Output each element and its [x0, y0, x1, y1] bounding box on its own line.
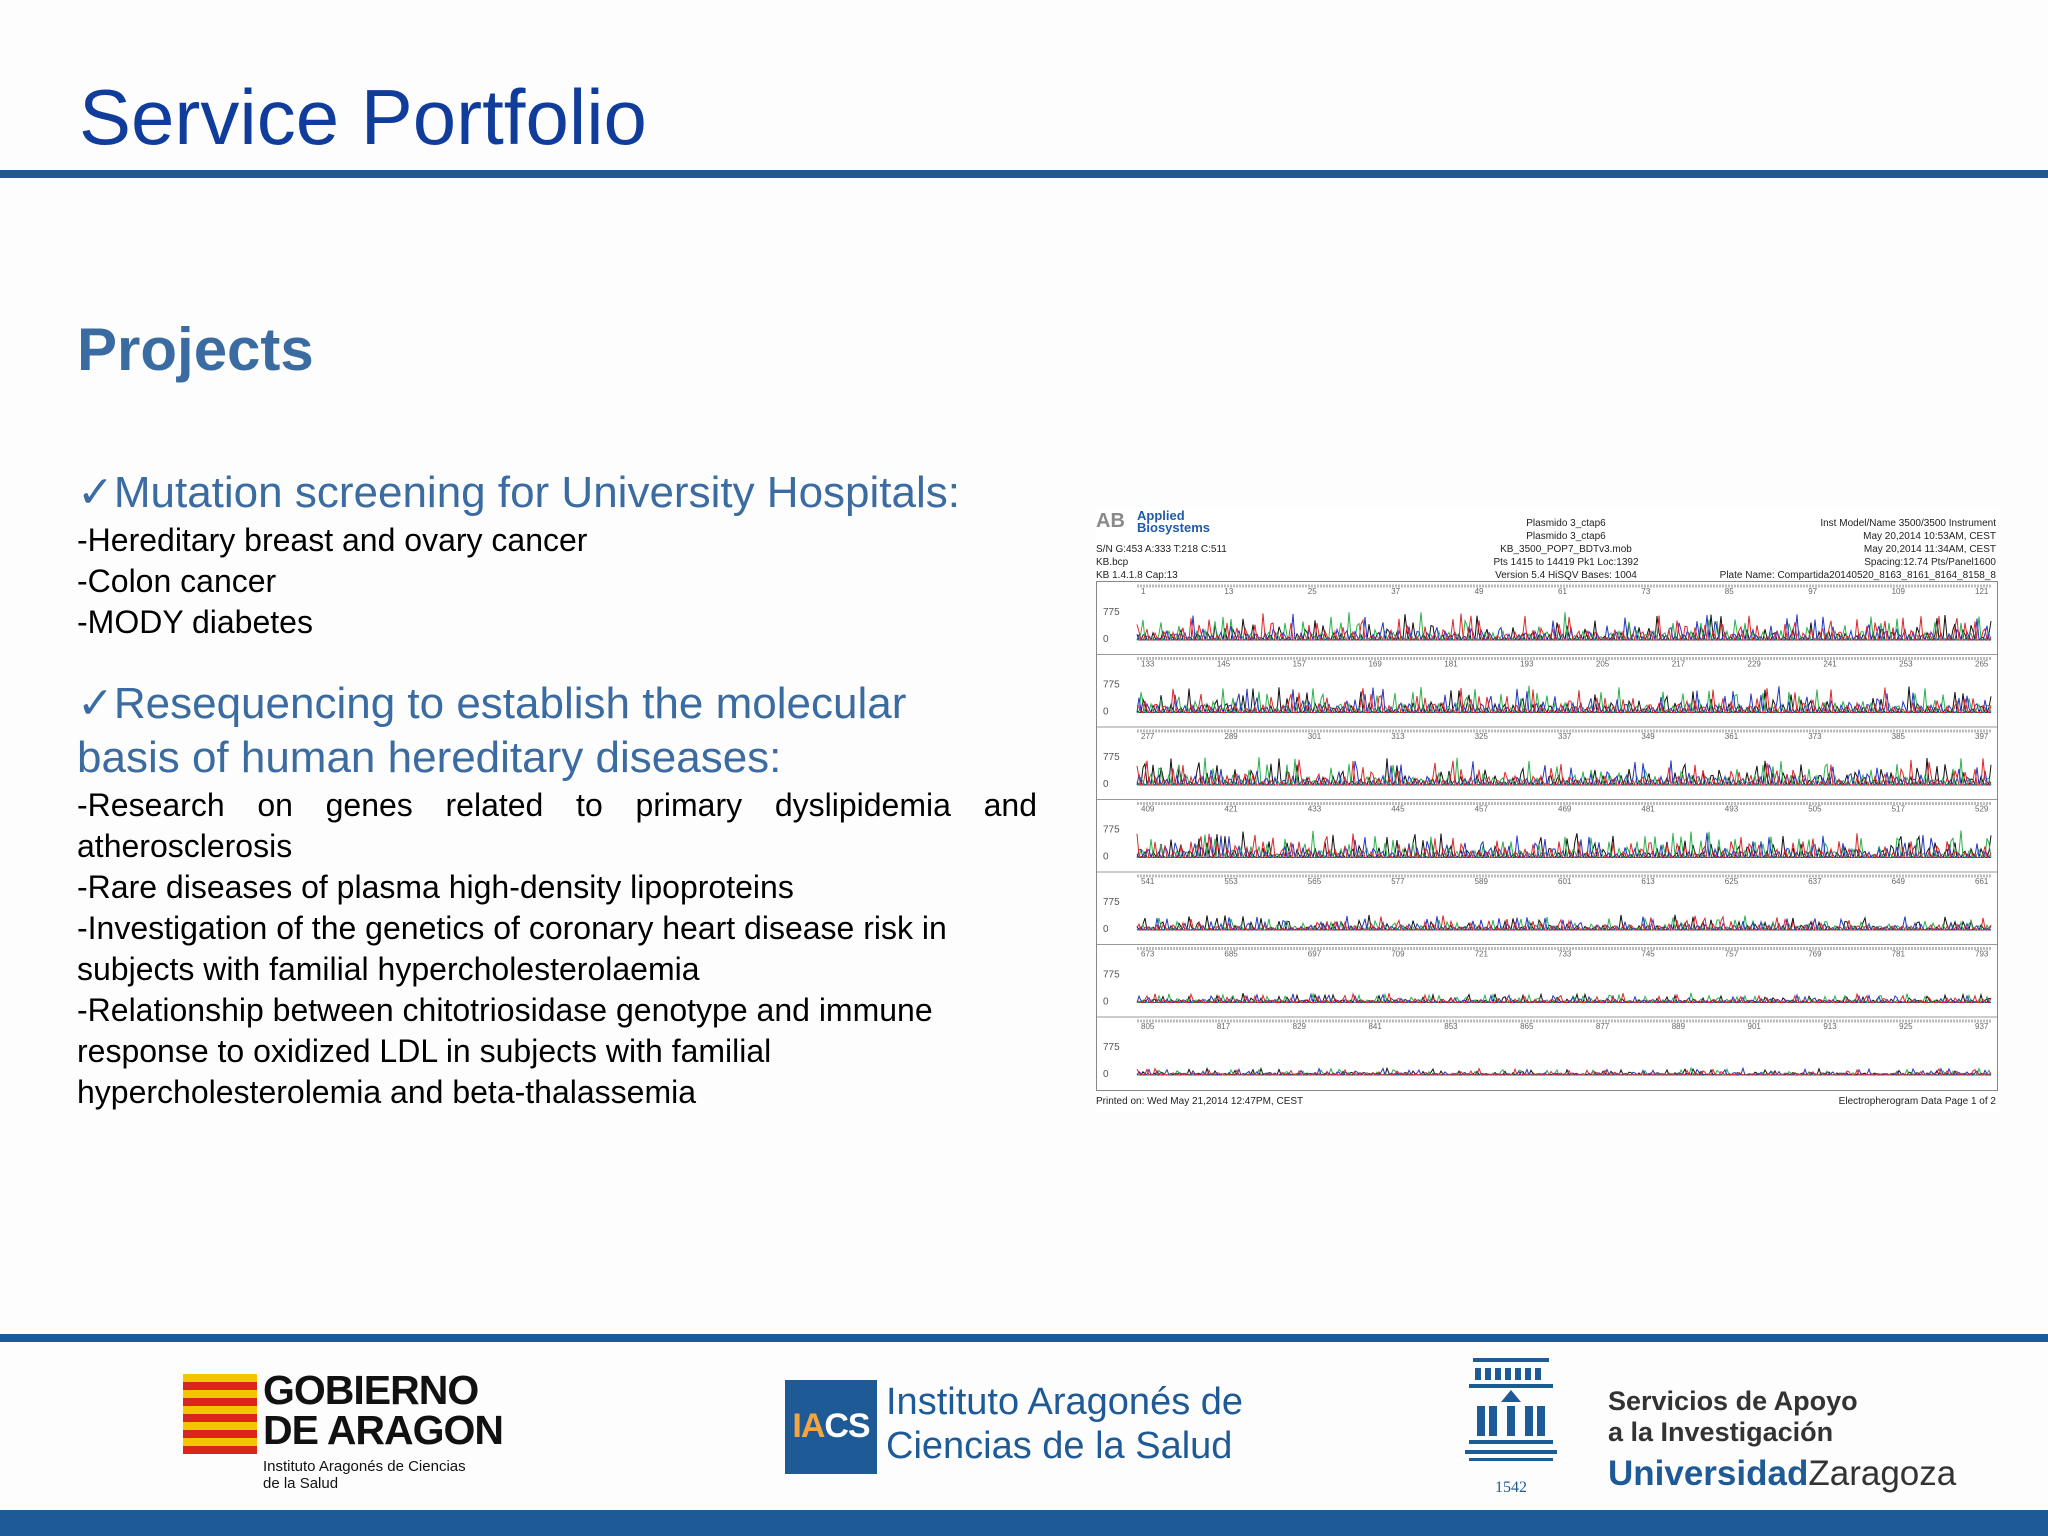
ep-center-header-4: Pts 1415 to 14419 Pk1 Loc:1392	[1493, 557, 1639, 568]
ep-y-label: 0	[1103, 996, 1109, 1008]
ep-tick-label: 85	[1724, 587, 1734, 596]
section-heading: Projects	[77, 316, 314, 383]
unizar-name-a: Universidad	[1608, 1454, 1809, 1493]
ep-tick-label: 385	[1891, 732, 1905, 741]
ep-tick-label: 337	[1558, 732, 1572, 741]
ep-tick-label: 553	[1224, 877, 1238, 886]
ep-tick-label: 529	[1975, 804, 1989, 814]
ep-tick-label: 361	[1724, 732, 1739, 741]
ep-tick-label: 457	[1474, 804, 1488, 814]
gobierno-line2: DE ARAGON	[263, 1407, 504, 1453]
ep-tick-label: 409	[1141, 804, 1155, 814]
ep-tick-label: 253	[1899, 659, 1913, 669]
projects-text	[77, 466, 1037, 1113]
ep-tick-label: 757	[1724, 949, 1739, 959]
ep-y-label: 0	[1103, 924, 1109, 935]
header-rule	[0, 170, 2048, 178]
ep-tick-label: 769	[1808, 949, 1822, 959]
list-item: -Investigation of the genetics of coronary heart disease risk in	[77, 910, 947, 946]
ep-tick-label: 637	[1808, 877, 1822, 886]
ep-y-label: 775	[1103, 607, 1120, 618]
ep-y-label: 0	[1103, 779, 1109, 790]
ep-tick-label: 205	[1595, 659, 1610, 669]
ep-tick-label: 805	[1141, 1022, 1155, 1031]
ep-tick-label: 685	[1224, 949, 1238, 959]
ep-tick-label: 313	[1391, 732, 1405, 741]
ep-footer-right: Electropherogram Data Page 1 of 2	[1838, 1096, 1996, 1107]
ep-tick-label: 445	[1391, 804, 1405, 814]
ep-tick-label: 505	[1808, 804, 1822, 814]
ep-tick-label: 889	[1671, 1022, 1686, 1031]
iacs-name-line2: Ciencias de la Salud	[886, 1425, 1233, 1467]
ep-tick-label: 97	[1808, 587, 1818, 596]
list-item: subjects with familial hypercholesterolaemia	[77, 951, 700, 987]
list-item: atherosclerosis	[77, 828, 293, 864]
ep-tick-label: 901	[1747, 1022, 1761, 1031]
ep-tick-label: 589	[1474, 877, 1488, 886]
ep-plot-area	[1096, 581, 1998, 1091]
svg-text:AB: AB	[1096, 510, 1125, 530]
ep-tick-label: 841	[1368, 1022, 1382, 1031]
ep-tick-label: 913	[1823, 1022, 1837, 1031]
ep-tick-label: 745	[1641, 949, 1655, 959]
ep-traces	[1097, 582, 1997, 1090]
ep-tick-label: 481	[1641, 804, 1655, 814]
list-item: -MODY diabetes	[77, 604, 313, 640]
resequencing-heading-line1: ✓Resequencing to establish the molecular	[77, 679, 907, 728]
iacs-name-line1: Instituto Aragonés de	[886, 1381, 1244, 1423]
ep-tick-label: 277	[1141, 732, 1155, 741]
list-item: -Colon cancer	[77, 563, 277, 599]
ep-y-label: 775	[1103, 1042, 1120, 1053]
ep-tick-label: 133	[1141, 659, 1155, 669]
ep-tick-label: 781	[1891, 949, 1905, 959]
applied-biosystems-logo-icon	[1096, 510, 1130, 530]
ep-right-header-3: May 20,2014 11:34AM, CEST	[1863, 544, 1996, 555]
ep-tick-label: 625	[1724, 877, 1739, 886]
ep-tick-label: 793	[1975, 949, 1989, 959]
ep-tick-label: 373	[1808, 732, 1822, 741]
ep-y-label: 775	[1103, 752, 1120, 763]
ep-tick-label: 241	[1823, 659, 1837, 669]
ep-y-label: 775	[1103, 969, 1120, 981]
ep-right-header-4: Spacing:12.74 Pts/Panel1600	[1864, 557, 1996, 568]
ep-right-header-1: Inst Model/Name 3500/3500 Instrument	[1820, 518, 1996, 529]
ep-tick-label: 13	[1224, 587, 1234, 596]
footer-rule	[0, 1334, 2048, 1342]
ep-tick-label: 469	[1558, 804, 1572, 814]
ep-y-label: 775	[1103, 824, 1120, 836]
university-building-icon	[1465, 1358, 1557, 1496]
ep-tick-label: 157	[1292, 659, 1306, 669]
ep-tick-label: 577	[1391, 877, 1405, 886]
list-item: -Relationship between chitotriosidase genotype and immune	[77, 992, 933, 1028]
list-item: response to oxidized LDL in subjects with familial	[77, 1033, 772, 1069]
ep-tick-label: 301	[1307, 732, 1322, 741]
ep-tick-label: 649	[1891, 877, 1905, 886]
ep-tick-label: 193	[1520, 659, 1534, 669]
gobierno-sub2: de la Salud	[263, 1475, 339, 1492]
footer-bar	[0, 1510, 2048, 1536]
ep-tick-label: 661	[1975, 877, 1989, 886]
ep-tick-label: 433	[1307, 804, 1322, 814]
ep-left-header-3: KB 1.4.1.8 Cap:13	[1096, 570, 1178, 581]
ep-tick-label: 1	[1141, 587, 1146, 596]
ep-tick-label: 397	[1975, 732, 1989, 741]
slide-title: Service Portfolio	[79, 73, 647, 161]
ep-right-header-2: May 20,2014 10:53AM, CEST	[1863, 531, 1996, 542]
unizar-services-line1: Servicios de Apoyo	[1608, 1386, 1858, 1416]
ep-center-header-3: KB_3500_POP7_BDTv3.mob	[1500, 544, 1632, 555]
ep-tick-label: 73	[1641, 587, 1651, 596]
ep-center-header-5: Version 5.4 HiSQV Bases: 1004	[1495, 570, 1637, 581]
ep-y-label: 0	[1103, 851, 1109, 863]
ep-tick-label: 49	[1474, 587, 1484, 596]
ep-tick-label: 853	[1444, 1022, 1458, 1031]
ep-tick-label: 289	[1224, 732, 1238, 741]
ep-y-label: 775	[1103, 897, 1120, 908]
ep-tick-label: 565	[1307, 877, 1322, 886]
unizar-services-line2: a la Investigación	[1608, 1417, 1834, 1447]
ep-tick-label: 877	[1595, 1022, 1610, 1031]
ep-tick-label: 733	[1558, 949, 1572, 959]
ep-y-label: 0	[1103, 1069, 1109, 1080]
ep-tick-label: 37	[1391, 587, 1401, 596]
ep-tick-label: 217	[1671, 659, 1686, 669]
resequencing-heading-line2: basis of human hereditary diseases:	[77, 733, 782, 782]
ep-tick-label: 697	[1307, 949, 1322, 959]
ep-tick-label: 937	[1975, 1022, 1989, 1031]
ep-tick-label: 817	[1216, 1022, 1231, 1031]
ep-tick-label: 25	[1307, 587, 1317, 596]
ep-left-header-1: S/N G:453 A:333 T:218 C:511	[1096, 544, 1227, 555]
ep-tick-label: 421	[1224, 804, 1238, 814]
ep-tick-label: 709	[1391, 949, 1405, 959]
ep-tick-label: 865	[1520, 1022, 1534, 1031]
ep-tick-label: 517	[1891, 804, 1905, 814]
unizar-logo	[1465, 1352, 1957, 1502]
aragon-flag-icon	[183, 1374, 257, 1454]
unizar-year: 1542	[1495, 1479, 1527, 1496]
iacs-abbr-b: CS	[824, 1407, 870, 1445]
ep-tick-label: 601	[1558, 877, 1572, 886]
ep-center-header-2: Plasmido 3_ctap6	[1526, 531, 1606, 542]
iacs-badge-icon	[785, 1380, 877, 1474]
ep-tick-label: 169	[1368, 659, 1382, 669]
ep-tick-label: 829	[1292, 1022, 1306, 1031]
list-item: -Research on genes related to primary dyslipidemia and	[77, 787, 1037, 823]
ep-right-header-5: Plate Name: Compartida20140520_8163_8161_8164_8158_8	[1719, 570, 1996, 581]
gobierno-sub1: Instituto Aragonés de Ciencias	[263, 1458, 466, 1475]
ep-tick-label: 541	[1141, 877, 1155, 886]
ep-tick-label: 265	[1975, 659, 1989, 669]
unizar-name-b: Zaragoza	[1808, 1454, 1957, 1493]
ep-tick-label: 121	[1975, 587, 1989, 596]
ep-tick-label: 145	[1216, 659, 1231, 669]
mutation-screening-heading: ✓Mutation screening for University Hospitals:	[77, 468, 960, 517]
gobierno-line1: GOBIERNO	[263, 1367, 479, 1413]
ep-tick-label: 61	[1558, 587, 1567, 596]
list-item: -Hereditary breast and ovary cancer	[77, 522, 588, 558]
ep-tick-label: 109	[1891, 587, 1905, 596]
list-item: -Rare diseases of plasma high-density lipoproteins	[77, 869, 794, 905]
ep-tick-label: 673	[1141, 949, 1155, 959]
electropherogram	[1096, 508, 2000, 1112]
ep-tick-label: 229	[1747, 659, 1761, 669]
ep-tick-label: 721	[1474, 949, 1488, 959]
ep-tick-label: 613	[1641, 877, 1655, 886]
ep-left-header-2: KB.bcp	[1096, 557, 1129, 568]
list-item: hypercholesterolemia and beta-thalassemia	[77, 1074, 697, 1110]
ep-tick-label: 325	[1474, 732, 1488, 741]
ep-brand: Applied Biosystems	[1137, 508, 1210, 535]
ep-footer-left: Printed on: Wed May 21,2014 12:47PM, CEST	[1096, 1096, 1304, 1107]
ep-y-label: 0	[1103, 634, 1109, 645]
ep-tick-label: 493	[1724, 804, 1739, 814]
iacs-abbr-a: IA	[792, 1407, 825, 1445]
gobierno-de-aragon-logo	[183, 1367, 513, 1495]
ep-tick-label: 349	[1641, 732, 1655, 741]
ep-tick-label: 181	[1444, 659, 1458, 669]
ep-center-header-1: Plasmido 3_ctap6	[1526, 518, 1606, 529]
ep-y-label: 0	[1103, 706, 1109, 718]
ep-tick-label: 925	[1899, 1022, 1913, 1031]
ep-y-label: 775	[1103, 679, 1120, 691]
iacs-logo	[785, 1378, 1265, 1478]
